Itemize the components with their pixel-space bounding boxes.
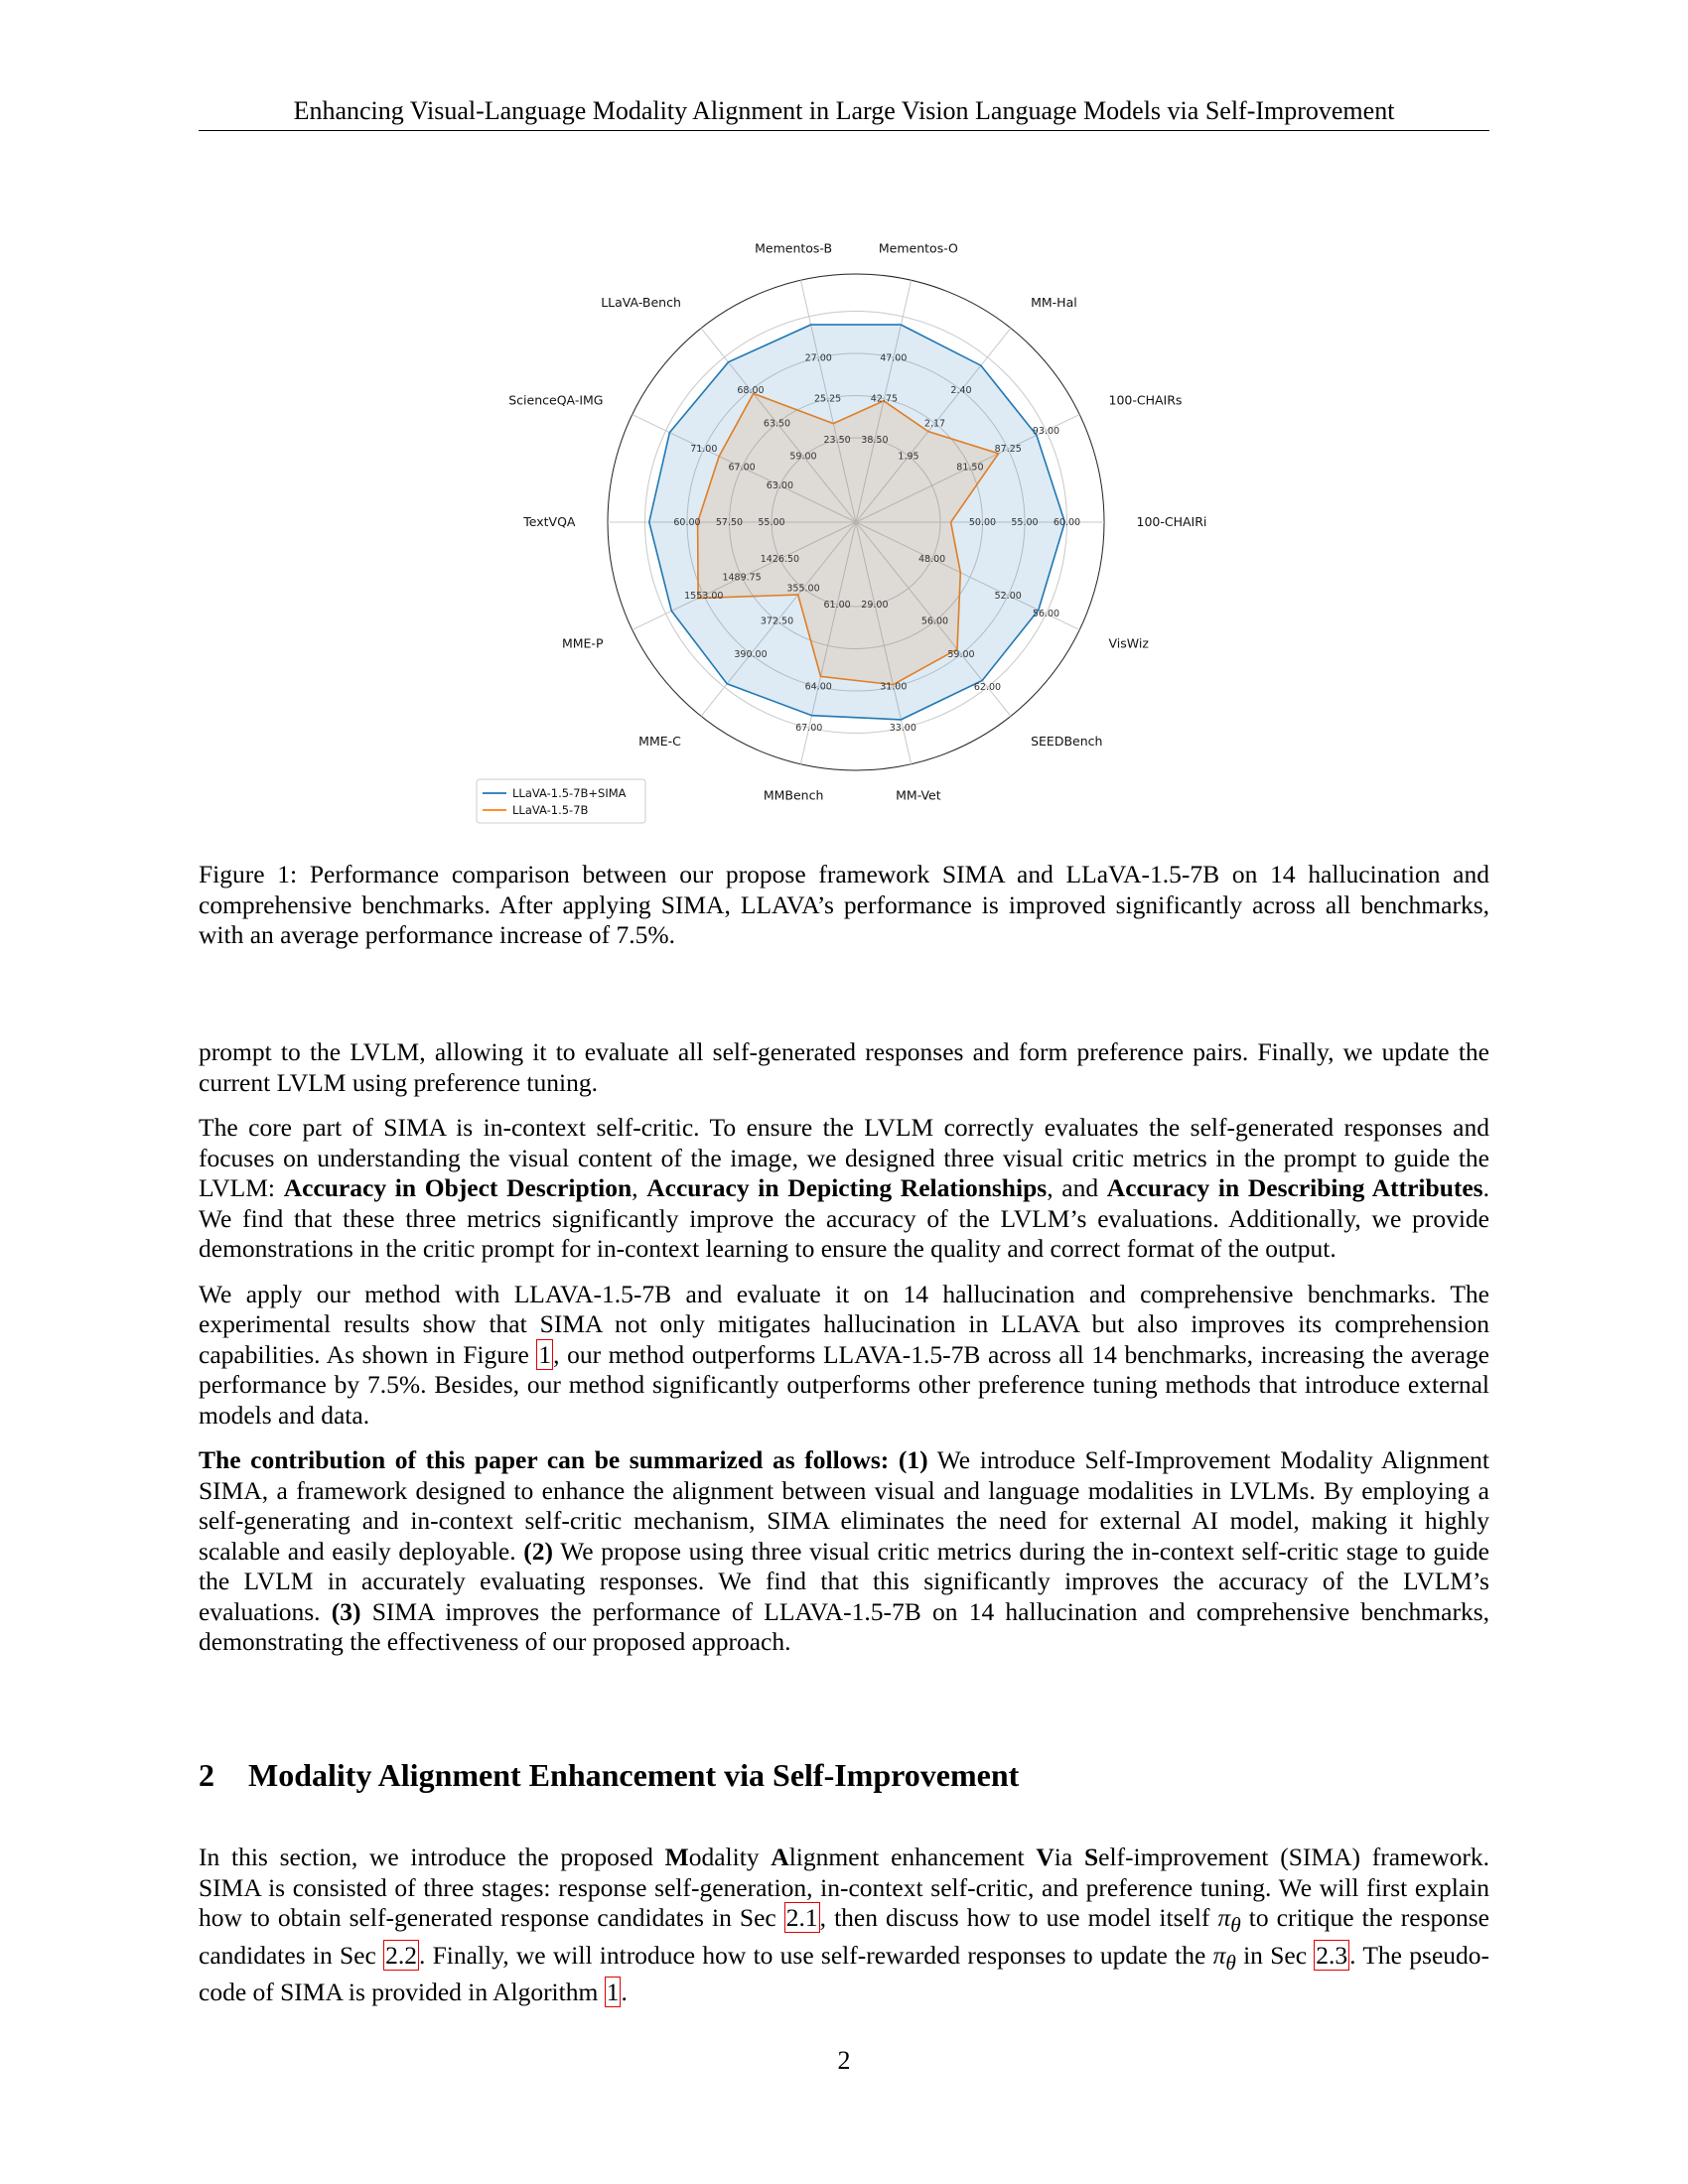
- radar-axis-label: TextVQA: [523, 514, 576, 529]
- section-number: 2: [199, 1757, 214, 1793]
- radar-tick-label: 62.00: [973, 682, 1002, 694]
- radar-axis-label: MM-Hal: [1031, 295, 1077, 311]
- radar-axis-label: Mementos-O: [878, 240, 958, 256]
- metric-relationships: Accuracy in Depicting Relationships: [646, 1173, 1048, 1202]
- radar-tick-label: 2.17: [923, 418, 946, 430]
- pi-symbol: π: [1217, 1903, 1231, 1932]
- radar-tick-label: 47.00: [880, 352, 908, 364]
- radar-axis-label: MME-P: [561, 635, 604, 651]
- radar-tick-label: 67.00: [728, 462, 756, 474]
- metric-attributes: Accuracy in Describing Attributes: [1106, 1173, 1483, 1202]
- section-text-d: ia: [1054, 1843, 1084, 1871]
- sec-2-3-link[interactable]: 2.3: [1316, 1940, 1348, 1970]
- section-text-g: to critique the response candidates in Sec: [199, 1903, 1489, 1970]
- radar-axis-label: 100-CHAIRs: [1108, 392, 1183, 408]
- acronym-v: V: [1036, 1843, 1055, 1871]
- radar-tick-label: 2.40: [950, 385, 972, 397]
- radar-axis-label: 100-CHAIRi: [1136, 514, 1207, 529]
- radar-tick-label: 63.00: [766, 480, 794, 492]
- section-title: Modality Alignment Enhancement via Self-Improvement: [248, 1757, 1020, 1793]
- sec-2-1-link[interactable]: 2.1: [785, 1903, 818, 1932]
- radar-axis-label: ScienceQA-IMG: [508, 392, 604, 408]
- contribution-text-2: We propose using three visual critic metrics during the in-context self-critic stage to guide the LVLM in accurately evaluating responses. We find that this significantly improves the accuracy of the LVLM’s evaluations.: [199, 1536, 1490, 1626]
- radar-tick-label: 57.50: [715, 517, 744, 528]
- radar-tick-label: 55.00: [758, 517, 785, 528]
- radar-tick-label: 59.00: [947, 648, 975, 660]
- contribution-marker-1: (1): [898, 1445, 928, 1474]
- section-text-j: . The pseudo-code of SIMA is provided in Algorithm: [199, 1940, 1490, 2007]
- radar-tick-label: 1489.75: [722, 572, 762, 584]
- radar-tick-label: 63.50: [763, 418, 791, 430]
- legend-label: LLaVA-1.5-7B+SIMA: [512, 786, 627, 800]
- section-text-b: odality: [688, 1843, 772, 1871]
- radar-tick-label: 59.00: [789, 451, 817, 463]
- radar-tick-label: 27.00: [804, 352, 832, 364]
- radar-tick-label: 52.00: [994, 590, 1022, 602]
- radar-tick-label: 55.00: [1011, 517, 1039, 528]
- contribution-text-1: We introduce Self-Improvement Modality Alignment SIMA, a framework designed to enhance the alignment between visual and language modalities in LVLMs. By employing a self-generating and in-context self-critic mechanism, SIMA eliminates the need for external AI model, making it highly scalable and easily deployable.: [199, 1445, 1489, 1566]
- section-text-k: .: [621, 1978, 628, 2007]
- contribution-marker-2: (2): [523, 1536, 554, 1566]
- radar-tick-label: 48.00: [917, 553, 946, 565]
- radar-axis-label: MME-C: [638, 733, 681, 749]
- contribution-marker-3: (3): [331, 1596, 361, 1626]
- section-text-i: in Sec: [1235, 1940, 1315, 1970]
- contribution-lead: The contribution of this paper can be summarized as follows:: [199, 1445, 890, 1474]
- radar-tick-label: 38.50: [861, 435, 889, 447]
- theta-symbol: θ: [1230, 1913, 1241, 1938]
- page-number: 2: [837, 2046, 851, 2075]
- legend-label: LLaVA-1.5-7B: [512, 803, 589, 817]
- radar-tick-label: 61.00: [823, 599, 851, 611]
- radar-tick-label: 60.00: [1053, 517, 1081, 528]
- radar-tick-label: 31.00: [880, 681, 908, 693]
- radar-axis-label: Mementos-B: [755, 240, 833, 256]
- p2-sep-1: ,: [632, 1173, 647, 1202]
- theta-symbol-2: θ: [1225, 1950, 1236, 1975]
- paragraph-2: [199, 1113, 1489, 1265]
- running-title: Enhancing Visual-Language Modality Alignment in Large Vision Language Models via Self-Improvement: [293, 96, 1395, 125]
- sec-2-2-link[interactable]: 2.2: [385, 1940, 417, 1970]
- radar-tick-label: 23.50: [823, 435, 851, 447]
- radar-tick-label: 42.75: [870, 393, 899, 405]
- radar-chart: [467, 218, 1221, 834]
- figure-ref-link[interactable]: 1: [538, 1339, 552, 1369]
- section-heading: [199, 1756, 1489, 1794]
- radar-tick-label: 390.00: [734, 648, 768, 660]
- radar-tick-label: 87.25: [994, 444, 1022, 456]
- radar-tick-label: 56.00: [920, 615, 949, 627]
- radar-axis-label: LLaVA-Bench: [601, 295, 681, 311]
- p2-sep-2: , and: [1047, 1173, 1107, 1202]
- radar-tick-label: 60.00: [673, 517, 701, 528]
- radar-tick-label: 67.00: [795, 723, 823, 735]
- radar-tick-label: 81.50: [956, 462, 984, 474]
- section-text-f: , then discuss how to use model itself: [819, 1903, 1218, 1932]
- paragraph-3: [199, 1280, 1489, 1432]
- section-paragraph: [199, 1843, 1489, 2008]
- radar-axis-label: VisWiz: [1108, 635, 1149, 651]
- series-polygon-llava-1-5-7b-sima: [649, 325, 1065, 720]
- pi-symbol-2: π: [1212, 1940, 1226, 1970]
- radar-axis-label: MMBench: [763, 787, 824, 803]
- p3-text-a: We apply our method with LLAVA-1.5-7B and evaluate it on 14 hallucination and comprehensive benchmarks. The experimental results show that SIMA not only mitigates hallucination in LLAVA but also improves its comprehension capabilities. As shown in Figure: [199, 1279, 1489, 1369]
- radar-axis-label: MM-Vet: [896, 787, 941, 803]
- algorithm-1-link[interactable]: 1: [606, 1978, 620, 2007]
- paragraph-1: prompt to the LVLM, allowing it to evaluate all self-generated responses and form preference pairs. Finally, we update the current LVLM using preference tuning.: [199, 1037, 1489, 1097]
- radar-tick-label: 1553.00: [684, 590, 724, 602]
- contribution-text-3: SIMA improves the performance of LLAVA-1.5-7B on 14 hallucination and comprehensive benchmarks, demonstrating the effectiveness of our proposed approach.: [199, 1596, 1489, 1656]
- section-text-e: elf-improvement (SIMA) framework. SIMA is consisted of three stages: response self-generation, in-context self-critic, and preference tuning. We will first explain how to obtain self-generated response candidates in Sec: [199, 1843, 1489, 1932]
- section-text-a: In this section, we introduce the proposed: [199, 1843, 665, 1871]
- radar-tick-label: 1426.50: [760, 553, 800, 565]
- acronym-s: S: [1083, 1843, 1099, 1871]
- radar-tick-label: 68.00: [737, 385, 765, 397]
- section-text-h: . Finally, we will introduce how to use self-rewarded responses to update the: [418, 1940, 1213, 1970]
- figure-caption: Figure 1: Performance comparison between our propose framework SIMA and LLaVA-1.5-7B on 14 hallucination and comprehensive benchmarks. After applying SIMA, LLAVA’s performance is improved significantly across all benchmarks, with an average performance increase of 7.5%.: [199, 860, 1489, 949]
- metric-object-description: Accuracy in Object Description: [283, 1173, 633, 1202]
- radar-axis-label: SEEDBench: [1031, 733, 1103, 749]
- radar-tick-label: 50.00: [968, 517, 997, 528]
- intro-body: [199, 1037, 1489, 1673]
- radar-tick-label: 64.00: [804, 681, 832, 693]
- radar-tick-label: 93.00: [1032, 425, 1060, 437]
- p2-text-c: . We find that these three metrics significantly improve the accuracy of the LVLM’s evaluations. Additionally, we provide demonstrations in the critic prompt for in-context learning to ensure the quality and correct format of the output.: [199, 1173, 1489, 1263]
- radar-tick-label: 25.25: [813, 393, 842, 405]
- acronym-m: M: [664, 1843, 689, 1871]
- acronym-a: A: [771, 1843, 789, 1871]
- p2-text-a: The core part of SIMA is in-context self-critic. To ensure the LVLM correctly evaluates the self-generated responses and focuses on understanding the visual content of the image, we designed three visual critic metrics in the prompt to guide the LVLM:: [199, 1113, 1489, 1202]
- radar-tick-label: 71.00: [690, 444, 718, 456]
- radar-tick-label: 372.50: [760, 615, 794, 627]
- radar-tick-label: 355.00: [786, 583, 820, 595]
- paragraph-4: [199, 1445, 1489, 1658]
- radar-tick-label: 56.00: [1032, 609, 1060, 620]
- radar-tick-label: 33.00: [889, 723, 916, 735]
- section-text-c: lignment enhancement: [788, 1843, 1037, 1871]
- p3-text-b: , our method outperforms LLAVA-1.5-7B across all 14 benchmarks, increasing the average performance by 7.5%. Besides, our method significantly outperforms other preference tuning methods that introduce external models and data.: [199, 1339, 1489, 1430]
- radar-tick-label: 1.95: [898, 451, 919, 463]
- radar-tick-label: 29.00: [861, 599, 889, 611]
- header-rule: [199, 130, 1489, 131]
